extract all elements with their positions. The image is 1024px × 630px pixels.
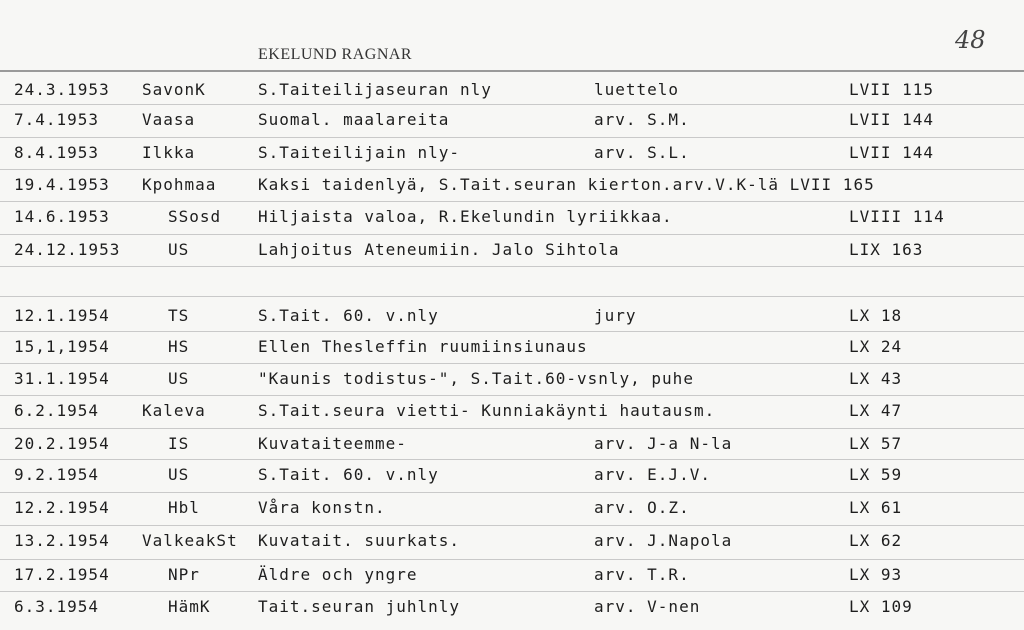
ruled-line (0, 591, 1024, 592)
header-rule (0, 70, 1024, 72)
ruled-line (0, 492, 1024, 493)
entry-title: S.Tait.seura vietti- Kunniakäynti hautausm. (258, 401, 716, 420)
ruled-line (0, 395, 1024, 396)
entry-row (0, 461, 1024, 491)
entry-type: luettelo (594, 80, 680, 99)
entry-title: Hiljaista valoa, R.Ekelundin lyriikkaa. (258, 207, 673, 226)
entry-reference: LVII 115 (849, 80, 935, 99)
entry-source: US (168, 465, 190, 484)
entry-row (0, 397, 1024, 427)
entry-date: 12.2.1954 (14, 498, 110, 517)
entry-source: HS (168, 337, 190, 356)
entry-type: arv. V-nen (594, 597, 701, 616)
entry-reference: LX 109 (849, 597, 913, 616)
entry-date: 20.2.1954 (14, 434, 110, 453)
entry-title: S.Tait. 60. v.nly (258, 306, 439, 325)
entry-reference: LIX 163 (849, 240, 924, 259)
entry-reference: LX 57 (849, 434, 903, 453)
ruled-line (0, 525, 1024, 526)
ruled-line (0, 234, 1024, 235)
ruled-line (0, 459, 1024, 460)
entry-date: 12.1.1954 (14, 306, 110, 325)
entry-row (0, 302, 1024, 332)
ruled-line (0, 331, 1024, 332)
entry-type: arv. S.M. (594, 110, 690, 129)
entry-date: 6.2.1954 (14, 401, 100, 420)
entry-reference: LX 18 (849, 306, 903, 325)
entry-row (0, 76, 1024, 106)
entry-title: Ellen Thesleffin ruumiinsiunaus (258, 337, 588, 356)
entry-reference: LVII 144 (849, 110, 935, 129)
entry-type: arv. E.J.V. (594, 465, 711, 484)
ruled-line (0, 266, 1024, 267)
entry-source: Kaleva (142, 401, 206, 420)
entry-type: arv. J-a N-la (594, 434, 733, 453)
ruled-line (0, 201, 1024, 202)
entry-row (0, 494, 1024, 524)
entry-date: 24.3.1953 (14, 80, 110, 99)
entry-row (0, 333, 1024, 363)
entry-title: Kuvataiteemme- (258, 434, 407, 453)
entry-date: 8.4.1953 (14, 143, 100, 162)
entry-row (0, 561, 1024, 591)
entry-row (0, 593, 1024, 623)
entry-type: arv. S.L. (594, 143, 690, 162)
entry-source: NPr (168, 565, 200, 584)
entry-row (0, 365, 1024, 395)
card-name: EKELUND RAGNAR (258, 46, 413, 63)
entry-date: 15,1,1954 (14, 337, 110, 356)
entry-source: SavonK (142, 80, 206, 99)
card-number: 48 (955, 26, 986, 54)
entry-row (0, 203, 1024, 233)
entry-reference: LX 47 (849, 401, 903, 420)
entry-source: US (168, 240, 190, 259)
entry-source: US (168, 369, 190, 388)
entry-row (0, 236, 1024, 266)
entry-reference: LVIII 114 (849, 207, 945, 226)
entry-date: 24.12.1953 (14, 240, 121, 259)
entry-source: HämK (168, 597, 211, 616)
entry-row (0, 430, 1024, 460)
entry-title: Äldre och yngre (258, 565, 418, 584)
entry-reference: LVII 144 (849, 143, 935, 162)
entry-source: SSosd (168, 207, 222, 226)
entry-title: Kaksi taidenlyä, S.Tait.seuran kierton.arv.V.K-lä LVII 165 (258, 175, 875, 194)
entry-row (0, 527, 1024, 557)
entry-date: 9.2.1954 (14, 465, 100, 484)
entry-source: IS (168, 434, 190, 453)
entry-source: ValkeakSt (142, 531, 238, 550)
ruled-line (0, 559, 1024, 560)
entry-title: "Kaunis todistus-", S.Tait.60-vsnly, puhe (258, 369, 694, 388)
ruled-line (0, 137, 1024, 138)
entry-reference: LX 62 (849, 531, 903, 550)
entry-date: 6.3.1954 (14, 597, 100, 616)
ruled-line (0, 296, 1024, 297)
entry-title: S.Taiteilijaseuran nly (258, 80, 492, 99)
entry-date: 17.2.1954 (14, 565, 110, 584)
entry-date: 7.4.1953 (14, 110, 100, 129)
entry-title: Suomal. maalareita (258, 110, 450, 129)
entry-date: 31.1.1954 (14, 369, 110, 388)
entry-source: Vaasa (142, 110, 196, 129)
entry-reference: LX 93 (849, 565, 903, 584)
entry-reference: LX 61 (849, 498, 903, 517)
entry-date: 13.2.1954 (14, 531, 110, 550)
entry-reference: LX 24 (849, 337, 903, 356)
entry-title: Tait.seuran juhlnly (258, 597, 461, 616)
entry-source: Hbl (168, 498, 200, 517)
entry-source: Ilkka (142, 143, 196, 162)
entry-date: 14.6.1953 (14, 207, 110, 226)
entry-date: 19.4.1953 (14, 175, 110, 194)
entry-reference: LX 59 (849, 465, 903, 484)
entry-source: Kpohmaa (142, 175, 217, 194)
entry-title: Våra konstn. (258, 498, 386, 517)
entry-source: TS (168, 306, 190, 325)
ruled-line (0, 363, 1024, 364)
entry-row (0, 106, 1024, 136)
entry-type: arv. J.Napola (594, 531, 733, 550)
ruled-line (0, 104, 1024, 105)
entry-row (0, 171, 1024, 201)
ruled-line (0, 169, 1024, 170)
entry-title: S.Tait. 60. v.nly (258, 465, 439, 484)
entry-type: arv. T.R. (594, 565, 690, 584)
entry-title: Lahjoitus Ateneumiin. Jalo Sihtola (258, 240, 620, 259)
entry-title: Kuvatait. suurkats. (258, 531, 461, 550)
entry-type: jury (594, 306, 637, 325)
entry-type: arv. O.Z. (594, 498, 690, 517)
entry-title: S.Taiteilijain nly- (258, 143, 461, 162)
entry-row (0, 139, 1024, 169)
entry-reference: LX 43 (849, 369, 903, 388)
ruled-line (0, 428, 1024, 429)
